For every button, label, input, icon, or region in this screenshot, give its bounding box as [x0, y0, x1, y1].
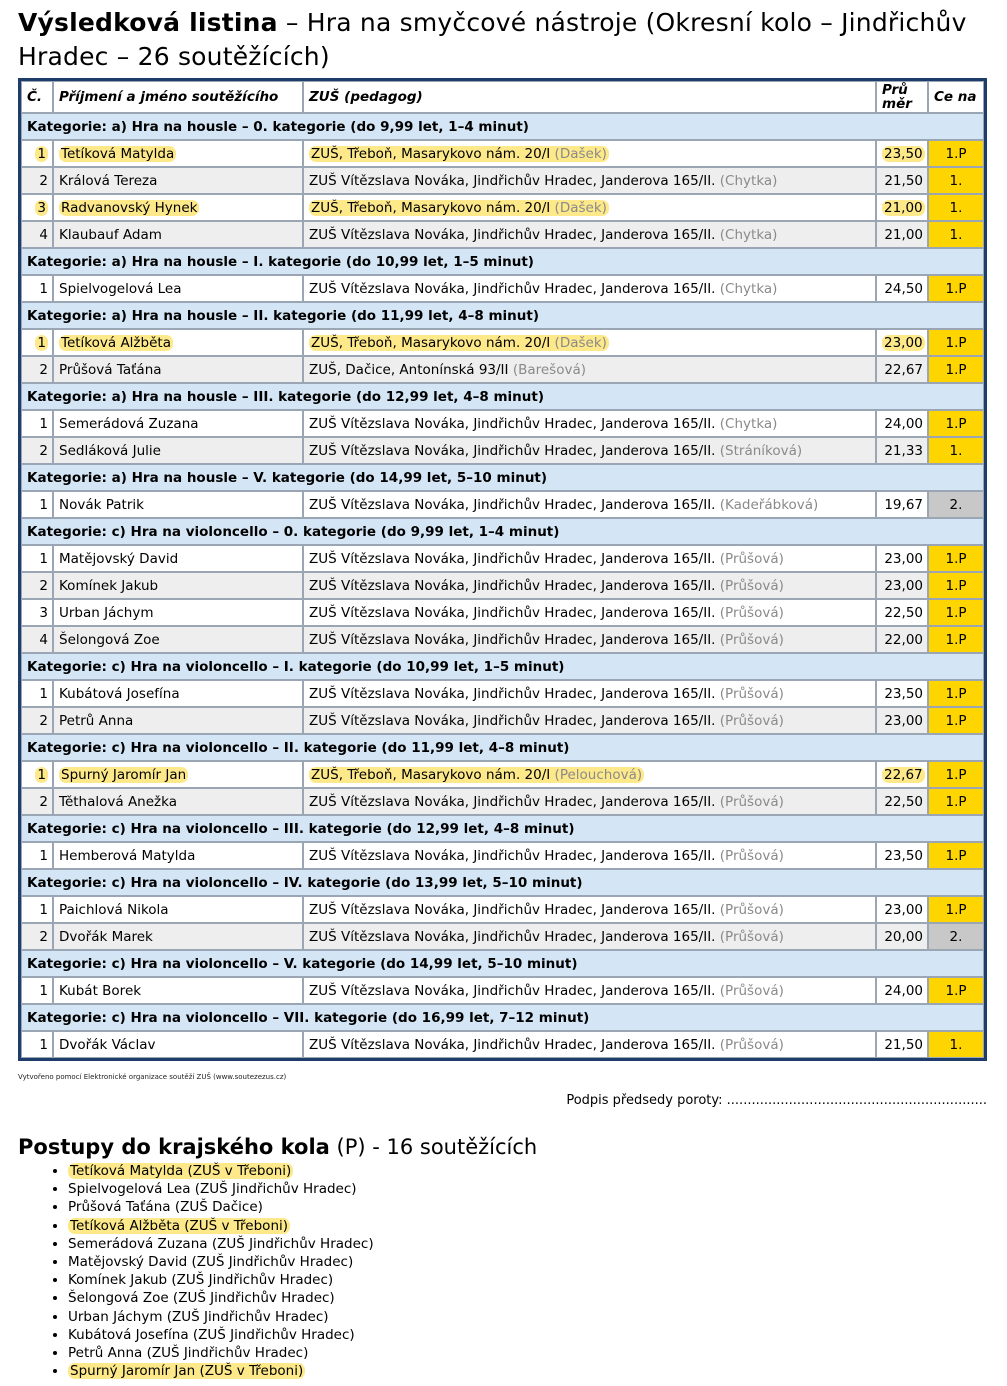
school-text: [309, 902, 784, 918]
table-row: [21, 194, 984, 221]
cell-average: 19,67: [876, 491, 928, 518]
teacher-name: (Stráníková): [719, 442, 803, 459]
cell-average: 22,67: [876, 356, 928, 383]
school-name: ZUŠ, Třeboň, Masarykovo nám. 20/I: [311, 145, 551, 162]
col-header-prize: Ce na: [928, 81, 984, 113]
advance-title: [18, 1134, 989, 1160]
col-header-no: Č.: [21, 81, 53, 113]
cell-average: [876, 761, 928, 788]
cell-average: 21,50: [876, 167, 928, 194]
cell-prize: 1.: [928, 221, 984, 248]
advance-list-item: [68, 1198, 989, 1216]
teacher-name: (Dašek): [554, 145, 607, 162]
cell-average: 23,50: [876, 842, 928, 869]
school-name: ZUŠ, Dačice, Antonínská 93/II: [309, 361, 509, 378]
cell-average: [876, 194, 928, 221]
table-row: [21, 491, 984, 518]
cell-average: [876, 140, 928, 167]
advance-list-item: [68, 1308, 989, 1326]
cell-name: Novák Patrik: [53, 491, 303, 518]
cell-number: 1: [21, 545, 53, 572]
category-row: [21, 248, 984, 275]
category-row: [21, 518, 984, 545]
cell-name-highlight: Tetíková Alžběta: [61, 334, 171, 351]
cell-name: Semerádová Zuzana: [53, 410, 303, 437]
table-body: [21, 113, 984, 1058]
cell-name: Komínek Jakub: [53, 572, 303, 599]
cell-average: 23,00: [876, 572, 928, 599]
cell-average: 24,50: [876, 275, 928, 302]
school-name: ZUŠ Vítězslava Nováka, Jindřichův Hradec, Janderova 165/II.: [309, 901, 716, 918]
category-label: Kategorie: a) Hra na housle – I. kategorie (do 10,99 let, 1–5 minut): [21, 248, 984, 275]
table-row: [21, 275, 984, 302]
title-bold: Výsledková listina: [18, 8, 278, 37]
cell-school: [303, 140, 876, 167]
teacher-name: (Barešová): [512, 361, 586, 378]
school-text: [309, 1037, 784, 1053]
col-header-school: ZUŠ (pedagog): [303, 81, 876, 113]
teacher-name: (Průšová): [719, 685, 784, 702]
table-row: [21, 1031, 984, 1058]
advance-list-item: [68, 1271, 989, 1289]
school-text: [309, 146, 609, 162]
school-name: ZUŠ Vítězslava Nováka, Jindřichův Hradec, Janderova 165/II.: [309, 442, 716, 459]
teacher-name: (Průšová): [719, 928, 784, 945]
table-row: [21, 356, 984, 383]
cell-number: [21, 329, 53, 356]
advance-item-text: Tetíková Alžběta (ZUŠ v Třeboni): [70, 1217, 289, 1234]
cell-school: [303, 437, 876, 464]
school-name: ZUŠ Vítězslava Nováka, Jindřichův Hradec, Janderova 165/II.: [309, 496, 716, 513]
cell-prize: 1.P: [928, 410, 984, 437]
school-text: [309, 983, 784, 999]
cell-school: [303, 923, 876, 950]
cell-average: [876, 329, 928, 356]
school-text: [309, 200, 609, 216]
category-row: [21, 113, 984, 140]
advance-list-item: [68, 1180, 989, 1198]
cell-prize: 1.P: [928, 356, 984, 383]
school-name: ZUŠ Vítězslava Nováka, Jindřichův Hradec, Janderova 165/II.: [309, 280, 716, 297]
cell-prize: 1.P: [928, 896, 984, 923]
cell-name: Klaubauf Adam: [53, 221, 303, 248]
cell-average-highlight: 22,67: [884, 766, 923, 783]
school-name: ZUŠ Vítězslava Nováka, Jindřichův Hradec, Janderova 165/II.: [309, 604, 716, 621]
table-row: [21, 896, 984, 923]
cell-prize: 1.: [928, 194, 984, 221]
school-name: ZUŠ Vítězslava Nováka, Jindřichův Hradec, Janderova 165/II.: [309, 847, 716, 864]
cell-number-highlight: 1: [37, 334, 46, 351]
cell-number: 1: [21, 680, 53, 707]
cell-number: 4: [21, 626, 53, 653]
cell-school: [303, 545, 876, 572]
category-row: [21, 302, 984, 329]
cell-number: [21, 194, 53, 221]
category-row: [21, 734, 984, 761]
cell-name: Paichlová Nikola: [53, 896, 303, 923]
cell-school: [303, 842, 876, 869]
cell-name: [53, 194, 303, 221]
cell-prize: 1.P: [928, 707, 984, 734]
cell-school: [303, 194, 876, 221]
cell-school: [303, 761, 876, 788]
results-table: [18, 78, 987, 1061]
category-label: Kategorie: c) Hra na violoncello – II. kategorie (do 11,99 let, 4–8 minut): [21, 734, 984, 761]
cell-number: 1: [21, 275, 53, 302]
school-name: ZUŠ Vítězslava Nováka, Jindřichův Hradec, Janderova 165/II.: [309, 226, 716, 243]
advance-item-text: Spurný Jaromír Jan (ZUŠ v Třeboni): [70, 1363, 304, 1380]
teacher-name: (Chytka): [719, 280, 778, 297]
signature-line: Podpis předsedy poroty: ...............................................................: [566, 1093, 987, 1108]
category-row: [21, 869, 984, 896]
cell-number: [21, 140, 53, 167]
advance-list-item: [68, 1162, 989, 1180]
school-name: ZUŠ Vítězslava Nováka, Jindřichův Hradec, Janderova 165/II.: [309, 712, 716, 729]
teacher-name: (Průšová): [719, 577, 784, 594]
cell-prize: 1.P: [928, 788, 984, 815]
cell-number-highlight: 1: [37, 145, 46, 162]
cell-name: Králová Tereza: [53, 167, 303, 194]
cell-name: Matějovský David: [53, 545, 303, 572]
cell-number: 2: [21, 707, 53, 734]
cell-school: [303, 167, 876, 194]
advance-item-text: Spielvogelová Lea (ZUŠ Jindřichův Hradec): [68, 1181, 357, 1198]
cell-number: 2: [21, 923, 53, 950]
col-header-avg: Prů měr: [876, 81, 928, 113]
school-text: [309, 605, 784, 621]
school-text: [309, 767, 644, 783]
category-row: [21, 950, 984, 977]
table-row: [21, 545, 984, 572]
cell-name: Sedláková Julie: [53, 437, 303, 464]
cell-name: Spielvogelová Lea: [53, 275, 303, 302]
advance-list-item: [68, 1217, 989, 1235]
category-label: Kategorie: c) Hra na violoncello – III. kategorie (do 12,99 let, 4–8 minut): [21, 815, 984, 842]
category-label: Kategorie: c) Hra na violoncello – IV. kategorie (do 13,99 let, 5–10 minut): [21, 869, 984, 896]
table-header: [21, 81, 984, 113]
category-label: Kategorie: a) Hra na housle – III. kategorie (do 12,99 let, 4–8 minut): [21, 383, 984, 410]
table-row: [21, 437, 984, 464]
cell-prize: 1.P: [928, 599, 984, 626]
cell-prize: 2.: [928, 491, 984, 518]
category-label: Kategorie: c) Hra na violoncello – 0. kategorie (do 9,99 let, 1–4 minut): [21, 518, 984, 545]
advance-list-item: [68, 1253, 989, 1271]
cell-number: 1: [21, 410, 53, 437]
advance-item-text: Komínek Jakub (ZUŠ Jindřichův Hradec): [68, 1272, 334, 1289]
title-rest: – Hra na smyčcové nástroje (Okresní kolo – Jindřichův Hradec – 26 soutěžících): [18, 8, 967, 71]
cell-school: [303, 275, 876, 302]
category-label: Kategorie: c) Hra na violoncello – VII. kategorie (do 16,99 let, 7–12 minut): [21, 1004, 984, 1031]
category-row: [21, 815, 984, 842]
cell-average-highlight: 21,00: [884, 199, 923, 216]
cell-average: 22,00: [876, 626, 928, 653]
cell-name-highlight: Spurný Jaromír Jan: [61, 766, 187, 783]
cell-name: Dvořák Marek: [53, 923, 303, 950]
cell-prize: 2.: [928, 923, 984, 950]
cell-number-highlight: 1: [37, 766, 46, 783]
cell-number: 2: [21, 437, 53, 464]
category-label: Kategorie: a) Hra na housle – 0. kategorie (do 9,99 let, 1–4 minut): [21, 113, 984, 140]
cell-prize: 1.P: [928, 842, 984, 869]
teacher-name: (Chytka): [719, 415, 778, 432]
cell-prize: 1.P: [928, 761, 984, 788]
cell-prize: 1.P: [928, 140, 984, 167]
teacher-name: (Průšová): [719, 982, 784, 999]
teacher-name: (Chytka): [719, 226, 778, 243]
table-row: [21, 680, 984, 707]
teacher-name: (Průšová): [719, 550, 784, 567]
teacher-name: (Pelouchová): [554, 766, 643, 783]
teacher-name: (Průšová): [719, 1036, 784, 1053]
table-row: [21, 329, 984, 356]
school-text: [309, 173, 777, 189]
school-text: [309, 551, 784, 567]
cell-prize: 1.: [928, 167, 984, 194]
table-row: [21, 221, 984, 248]
advance-item-text: Matějovský David (ZUŠ Jindřichův Hradec): [68, 1254, 354, 1271]
teacher-name: (Průšová): [719, 631, 784, 648]
cell-number: 2: [21, 356, 53, 383]
school-name: ZUŠ Vítězslava Nováka, Jindřichův Hradec, Janderova 165/II.: [309, 631, 716, 648]
cell-prize: 1.P: [928, 977, 984, 1004]
advance-list-item: [68, 1235, 989, 1253]
cell-number-highlight: 3: [37, 199, 46, 216]
cell-average: 24,00: [876, 410, 928, 437]
table-row: [21, 923, 984, 950]
cell-average: 21,33: [876, 437, 928, 464]
cell-school: [303, 356, 876, 383]
table-row: [21, 788, 984, 815]
cell-average: 22,50: [876, 788, 928, 815]
advance-item-text: Průšová Taťána (ZUŠ Dačice): [68, 1199, 263, 1216]
cell-number: 2: [21, 572, 53, 599]
cell-average: 24,00: [876, 977, 928, 1004]
col-header-name: Příjmení a jméno soutěžícího: [53, 81, 303, 113]
school-name: ZUŠ, Třeboň, Masarykovo nám. 20/I: [311, 334, 551, 351]
school-text: [309, 497, 818, 513]
school-name: ZUŠ Vítězslava Nováka, Jindřichův Hradec, Janderova 165/II.: [309, 793, 716, 810]
school-text: [309, 362, 586, 378]
school-name: ZUŠ Vítězslava Nováka, Jindřichův Hradec, Janderova 165/II.: [309, 172, 716, 189]
cell-name: [53, 761, 303, 788]
cell-name: Dvořák Václav: [53, 1031, 303, 1058]
category-label: Kategorie: c) Hra na violoncello – I. kategorie (do 10,99 let, 1–5 minut): [21, 653, 984, 680]
cell-name: [53, 140, 303, 167]
cell-average: 20,00: [876, 923, 928, 950]
cell-name: [53, 329, 303, 356]
teacher-name: (Průšová): [719, 901, 784, 918]
category-label: Kategorie: a) Hra na housle – II. kategorie (do 11,99 let, 4–8 minut): [21, 302, 984, 329]
school-text: [309, 416, 777, 432]
cell-school: [303, 707, 876, 734]
school-name: ZUŠ Vítězslava Nováka, Jindřichův Hradec, Janderova 165/II.: [309, 1036, 716, 1053]
teacher-name: (Chytka): [719, 172, 778, 189]
cell-name-highlight: Radvanovský Hynek: [61, 199, 198, 216]
cell-prize: 1.P: [928, 626, 984, 653]
advance-title-rest: (P) - 16 soutěžících: [329, 1135, 538, 1159]
advance-item-text: Semerádová Zuzana (ZUŠ Jindřichův Hradec): [68, 1235, 374, 1252]
school-name: ZUŠ, Třeboň, Masarykovo nám. 20/I: [311, 766, 551, 783]
category-row: [21, 1004, 984, 1031]
cell-average: 22,50: [876, 599, 928, 626]
school-text: [309, 578, 784, 594]
teacher-name: (Dašek): [554, 334, 607, 351]
cell-average: 21,50: [876, 1031, 928, 1058]
cell-average-highlight: 23,50: [884, 145, 923, 162]
cell-name: Šelongová Zoe: [53, 626, 303, 653]
school-text: [309, 929, 784, 945]
school-name: ZUŠ, Třeboň, Masarykovo nám. 20/I: [311, 199, 551, 216]
cell-number: 4: [21, 221, 53, 248]
school-text: [309, 632, 784, 648]
advance-item-text: Šelongová Zoe (ZUŠ Jindřichův Hradec): [68, 1290, 335, 1307]
cell-name: Průšová Taťána: [53, 356, 303, 383]
cell-name: Kubátová Josefína: [53, 680, 303, 707]
teacher-name: (Průšová): [719, 604, 784, 621]
table-row: [21, 842, 984, 869]
cell-number: 1: [21, 977, 53, 1004]
school-name: ZUŠ Vítězslava Nováka, Jindřichův Hradec, Janderova 165/II.: [309, 982, 716, 999]
cell-name: Hemberová Matylda: [53, 842, 303, 869]
table-row: [21, 761, 984, 788]
cell-name: Petrů Anna: [53, 707, 303, 734]
school-text: [309, 686, 784, 702]
school-text: [309, 281, 777, 297]
cell-prize: 1.: [928, 437, 984, 464]
cell-number: 1: [21, 1031, 53, 1058]
cell-number: 1: [21, 491, 53, 518]
table-row: [21, 707, 984, 734]
advance-list-item: [68, 1344, 989, 1362]
cell-school: [303, 788, 876, 815]
cell-number: 1: [21, 842, 53, 869]
teacher-name: (Průšová): [719, 712, 784, 729]
category-label: Kategorie: c) Hra na violoncello – V. kategorie (do 14,99 let, 5–10 minut): [21, 950, 984, 977]
table-row: [21, 626, 984, 653]
school-text: [309, 443, 802, 459]
category-label: Kategorie: a) Hra na housle – V. kategorie (do 14,99 let, 5–10 minut): [21, 464, 984, 491]
cell-school: [303, 1031, 876, 1058]
advance-item-text: Urban Jáchym (ZUŠ Jindřichův Hradec): [68, 1308, 329, 1325]
advance-list-item: [68, 1326, 989, 1344]
school-name: ZUŠ Vítězslava Nováka, Jindřichův Hradec, Janderova 165/II.: [309, 415, 716, 432]
cell-name: Kubát Borek: [53, 977, 303, 1004]
table-row: [21, 599, 984, 626]
cell-school: [303, 491, 876, 518]
school-text: [309, 848, 784, 864]
category-row: [21, 653, 984, 680]
cell-school: [303, 572, 876, 599]
advance-list: [18, 1162, 989, 1380]
cell-school: [303, 329, 876, 356]
cell-number: 2: [21, 167, 53, 194]
cell-number: 2: [21, 788, 53, 815]
teacher-name: (Průšová): [719, 793, 784, 810]
cell-name: Těthalová Anežka: [53, 788, 303, 815]
category-row: [21, 464, 984, 491]
table-row: [21, 167, 984, 194]
cell-prize: 1.: [928, 1031, 984, 1058]
cell-school: [303, 221, 876, 248]
cell-school: [303, 599, 876, 626]
table-row: [21, 410, 984, 437]
cell-number: [21, 761, 53, 788]
advance-item-text: Tetíková Matylda (ZUŠ v Třeboni): [70, 1163, 292, 1179]
school-text: [309, 794, 784, 810]
cell-average: 23,00: [876, 707, 928, 734]
cell-name-highlight: Tetíková Matylda: [61, 145, 175, 162]
advance-list-item: [68, 1289, 989, 1307]
category-row: [21, 383, 984, 410]
cell-school: [303, 626, 876, 653]
cell-school: [303, 410, 876, 437]
cell-school: [303, 680, 876, 707]
school-name: ZUŠ Vítězslava Nováka, Jindřichův Hradec, Janderova 165/II.: [309, 928, 716, 945]
school-text: [309, 713, 784, 729]
cell-school: [303, 977, 876, 1004]
created-note: Vytvořeno pomocí Elektronické organizace soutěží ZUŠ (www.soutezezus.cz): [18, 1073, 287, 1081]
page-title: [18, 6, 968, 74]
cell-average-highlight: 23,00: [884, 334, 923, 351]
teacher-name: (Dašek): [554, 199, 607, 216]
advance-list-item: [68, 1362, 989, 1380]
school-name: ZUŠ Vítězslava Nováka, Jindřichův Hradec, Janderova 165/II.: [309, 577, 716, 594]
cell-average: 21,00: [876, 221, 928, 248]
school-text: [309, 335, 609, 351]
table-row: [21, 977, 984, 1004]
advance-item-text: Kubátová Josefína (ZUŠ Jindřichův Hradec): [68, 1326, 355, 1343]
school-name: ZUŠ Vítězslava Nováka, Jindřichův Hradec, Janderova 165/II.: [309, 550, 716, 567]
cell-prize: 1.P: [928, 572, 984, 599]
advance-title-bold: Postupy do krajského kola: [18, 1135, 330, 1159]
cell-average: 23,00: [876, 545, 928, 572]
cell-prize: 1.P: [928, 545, 984, 572]
teacher-name: (Průšová): [719, 847, 784, 864]
school-name: ZUŠ Vítězslava Nováka, Jindřichův Hradec, Janderova 165/II.: [309, 685, 716, 702]
cell-prize: 1.P: [928, 275, 984, 302]
cell-number: 1: [21, 896, 53, 923]
cell-average: 23,50: [876, 680, 928, 707]
table-row: [21, 140, 984, 167]
cell-number: 3: [21, 599, 53, 626]
teacher-name: (Kadeřábková): [719, 496, 819, 513]
cell-average: 23,00: [876, 896, 928, 923]
advance-item-text: Petrů Anna (ZUŠ Jindřichův Hradec): [68, 1345, 309, 1362]
table-row: [21, 572, 984, 599]
cell-prize: 1.P: [928, 680, 984, 707]
school-text: [309, 227, 777, 243]
cell-name: Urban Jáchym: [53, 599, 303, 626]
cell-school: [303, 896, 876, 923]
cell-prize: 1.P: [928, 329, 984, 356]
